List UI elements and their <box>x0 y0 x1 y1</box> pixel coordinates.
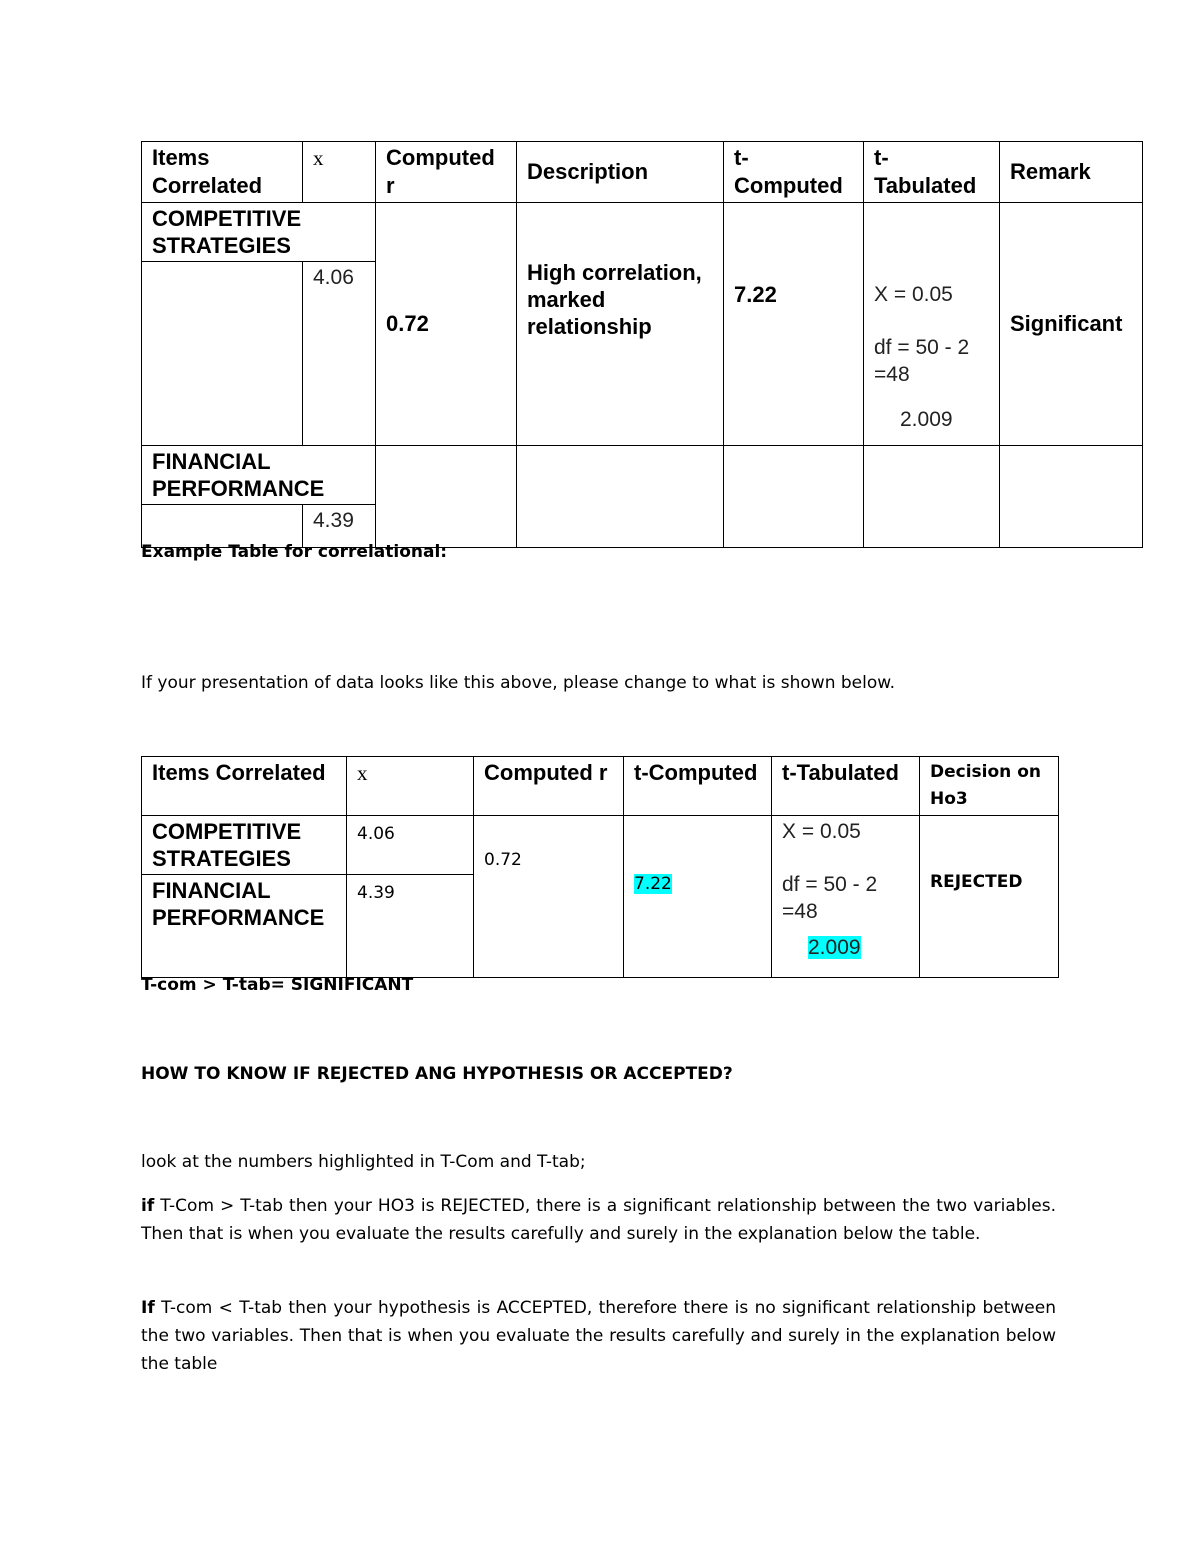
header-x: x <box>303 142 376 203</box>
question-heading: HOW TO KNOW IF REJECTED ANG HYPOTHESIS OR ACCEPTED? <box>141 1064 733 1084</box>
paragraph-lead: If <box>141 1298 155 1318</box>
var1-name: COMPETITIVE STRATEGIES <box>142 203 376 262</box>
paragraph-body: T-Com > T-tab then your HO3 is REJECTED, there is a significant relationship between the two variables. Then that is when you evaluate the results carefully and surely in the explanation below the table. <box>141 1196 1056 1244</box>
empty-cell <box>724 446 864 548</box>
significance-rule: T-com > T-tab= SIGNIFICANT <box>141 975 414 995</box>
header-t-computed: t-Computed <box>724 142 864 203</box>
t-computed-value: 7.22 <box>634 874 672 894</box>
instruction-text: If your presentation of data looks like this above, please change to what is shown below. <box>141 673 895 693</box>
t-tabulated-cell <box>864 203 1000 446</box>
paragraph-accepted <box>141 1294 1056 1378</box>
r-value: 0.72 <box>376 203 517 446</box>
header-computed-r: Computed r <box>474 757 624 816</box>
remark-value: Significant <box>1000 203 1143 446</box>
var2-name: FINANCIAL PERFORMANCE <box>142 446 376 505</box>
paragraph-body: T-com < T-tab then your hypothesis is ACCEPTED, therefore there is no significant relationship between the two variables. Then that is when you evaluate the results carefully and surely in the explanation below the table <box>141 1298 1056 1374</box>
header-description: Description <box>517 142 724 203</box>
decision-value: REJECTED <box>920 816 1059 978</box>
header-t-computed: t-Computed <box>624 757 772 816</box>
header-decision: Decision on Ho3 <box>920 757 1059 816</box>
paragraph-rejected <box>141 1192 1056 1248</box>
r-value: 0.72 <box>474 816 624 978</box>
correlation-table-original <box>141 141 1143 548</box>
header-x: x <box>347 757 474 816</box>
header-items-correlated: Items Correlated <box>142 757 347 816</box>
t-computed-value: 7.22 <box>724 203 864 446</box>
header-t-tabulated: t-Tabulated <box>864 142 1000 203</box>
var2-mean: 4.39 <box>303 505 376 548</box>
df-value: df = 50 - 2 =48 <box>874 336 970 386</box>
paragraph-intro: look at the numbers highlighted in T-Com and T-tab; <box>141 1152 586 1172</box>
var1-mean: 4.06 <box>347 816 474 875</box>
t-computed-cell <box>624 816 772 978</box>
t-tab-value: 2.009 <box>900 408 953 431</box>
df-value: df = 50 - 2 =48 <box>782 873 878 923</box>
var1-name: COMPETITIVE STRATEGIES <box>142 816 347 875</box>
table1-caption: Example Table for correlational: <box>141 542 448 562</box>
var2-mean: 4.39 <box>347 875 474 978</box>
paragraph-lead: if <box>141 1196 155 1216</box>
empty-cell <box>376 446 517 548</box>
correlation-table-revised <box>141 756 1059 978</box>
alpha-value: X = 0.05 <box>874 283 953 306</box>
header-remark: Remark <box>1000 142 1143 203</box>
t-tab-value: 2.009 <box>808 936 861 959</box>
description-value: High correlation, marked relationship <box>517 203 724 446</box>
alpha-value: X = 0.05 <box>782 820 861 843</box>
header-items-correlated: Items Correlated <box>142 142 303 203</box>
empty-cell <box>1000 446 1143 548</box>
empty-cell <box>142 262 303 446</box>
header-t-tabulated: t-Tabulated <box>772 757 920 816</box>
empty-cell <box>517 446 724 548</box>
var1-mean: 4.06 <box>303 262 376 446</box>
var2-name: FINANCIAL PERFORMANCE <box>142 875 347 978</box>
empty-cell <box>864 446 1000 548</box>
t-tabulated-cell <box>772 816 920 978</box>
header-computed-r: Computed r <box>376 142 517 203</box>
